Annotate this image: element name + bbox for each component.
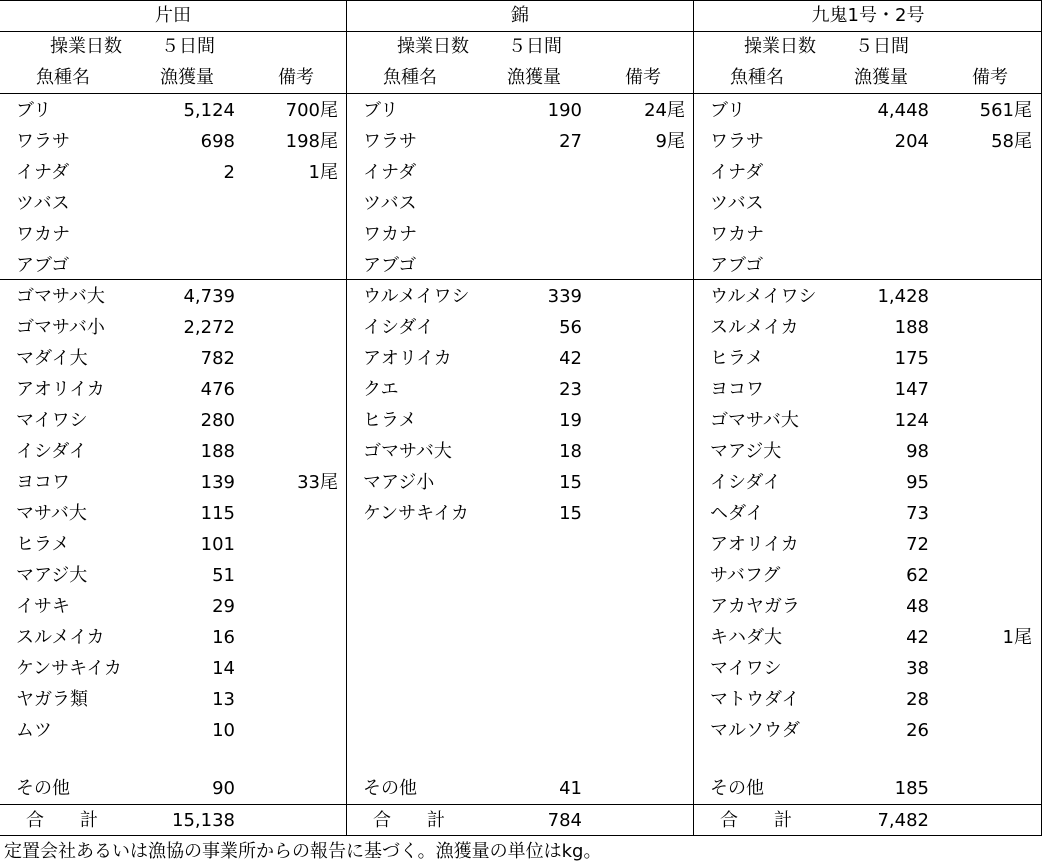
note-count: 58尾 [991, 131, 1032, 152]
column-header [0, 31, 346, 93]
catch-amount: 38 [906, 658, 929, 679]
catch-amount: 48 [906, 596, 929, 617]
catch-amount: 18 [559, 441, 582, 462]
table-row [0, 529, 346, 560]
species-name: その他 [710, 778, 764, 799]
table-row [694, 560, 1042, 591]
species-name: マルソウダ [710, 720, 800, 741]
table-row [347, 467, 693, 498]
table-row [694, 374, 1042, 405]
table-row [347, 436, 693, 467]
table-row [347, 773, 693, 804]
catch-amount: 56 [559, 317, 582, 338]
catch-amount: 2,272 [183, 317, 235, 338]
table-row [694, 95, 1042, 126]
catch-amount: 204 [894, 131, 929, 152]
species-name: サバフグ [710, 565, 781, 586]
catch-amount: 698 [200, 131, 235, 152]
table-row [694, 281, 1042, 312]
species-name: ゴマサバ小 [16, 317, 105, 338]
location-column [347, 0, 693, 836]
catch-amount: 782 [200, 348, 235, 369]
catch-amount: 2 [223, 162, 235, 183]
species-name: ヨコワ [710, 379, 764, 400]
species-name: ワカナ [710, 224, 764, 245]
species-name: ワラサ [710, 131, 764, 152]
total-amount: 7,482 [877, 810, 929, 831]
species-name: ツバス [710, 193, 764, 214]
catch-amount: 1,428 [877, 286, 929, 307]
table-row [694, 126, 1042, 157]
table-row [0, 405, 346, 436]
table-row [0, 467, 346, 498]
total-row [694, 805, 1042, 836]
catch-amount: 95 [906, 472, 929, 493]
table-row [347, 312, 693, 343]
species-name: スルメイカ [710, 317, 799, 338]
species-name: ワカナ [363, 224, 417, 245]
note-count: 198尾 [285, 131, 338, 152]
table-row [347, 281, 693, 312]
species-name: イシダイ [710, 472, 781, 493]
table-row [694, 343, 1042, 374]
catch-amount: 27 [559, 131, 582, 152]
catch-amount: 280 [200, 410, 235, 431]
table-row [0, 188, 346, 219]
operating-days-label: 操業日数 [744, 36, 816, 57]
location-name: 錦 [511, 5, 529, 26]
species-name: ヒラメ [363, 410, 417, 431]
species-name: ウルメイワシ [710, 286, 817, 307]
operating-days-value: ５日間 [508, 36, 562, 57]
species-name: その他 [16, 778, 70, 799]
location-name: 片田 [155, 5, 191, 26]
table-row [694, 467, 1042, 498]
table-row [0, 653, 346, 684]
catch-amount: 42 [906, 627, 929, 648]
table-row [347, 250, 693, 281]
catch-header: 漁獲量 [854, 67, 908, 88]
table-row [347, 405, 693, 436]
total-row [347, 805, 693, 836]
catch-amount: 29 [212, 596, 235, 617]
catch-amount: 51 [212, 565, 235, 586]
catch-amount: 4,739 [183, 286, 235, 307]
species-name: マサバ大 [16, 503, 87, 524]
species-name: イシダイ [16, 441, 87, 462]
table-row [0, 343, 346, 374]
catch-amount: 10 [212, 720, 235, 741]
table-row [347, 157, 693, 188]
species-name: ブリ [710, 100, 746, 121]
total-label: 合 計 [26, 810, 98, 831]
species-name: ヨコワ [16, 472, 70, 493]
catch-amount: 26 [906, 720, 929, 741]
catch-amount: 16 [212, 627, 235, 648]
catch-amount: 72 [906, 534, 929, 555]
location-name: 九鬼1号・2号 [811, 5, 925, 26]
table-row [694, 436, 1042, 467]
species-name: ツバス [16, 193, 70, 214]
table-row [0, 95, 346, 126]
catch-amount: 90 [212, 778, 235, 799]
operating-days-label: 操業日数 [397, 36, 469, 57]
catch-header: 漁獲量 [507, 67, 561, 88]
species-header: 魚種名 [383, 67, 437, 88]
species-name: マトウダイ [710, 689, 800, 710]
catch-amount: 19 [559, 410, 582, 431]
species-name: イシダイ [363, 317, 434, 338]
total-label: 合 計 [373, 810, 445, 831]
table-row [0, 126, 346, 157]
table-row [694, 715, 1042, 746]
species-name: マアジ大 [16, 565, 88, 586]
note-count: 700尾 [285, 100, 338, 121]
note-count: 1尾 [1002, 627, 1032, 648]
catch-amount: 188 [894, 317, 929, 338]
catch-amount: 147 [894, 379, 929, 400]
species-name: ワラサ [16, 131, 70, 152]
column-header [694, 31, 1042, 93]
table-row [347, 374, 693, 405]
table-row [694, 622, 1042, 653]
note-header: 備考 [625, 67, 661, 88]
catch-amount: 339 [547, 286, 582, 307]
table-row [694, 684, 1042, 715]
location-column [694, 0, 1042, 836]
catch-amount: 101 [200, 534, 235, 555]
table-row [0, 498, 346, 529]
table-row [694, 188, 1042, 219]
table-row [694, 529, 1042, 560]
catch-amount: 41 [559, 778, 582, 799]
species-name: ケンサキイカ [363, 503, 469, 524]
operating-days-label: 操業日数 [50, 36, 122, 57]
total-amount: 784 [547, 810, 582, 831]
table-row [0, 157, 346, 188]
species-name: アブゴ [710, 255, 764, 276]
species-name: ヘダイ [710, 503, 764, 524]
catch-amount: 15 [559, 472, 582, 493]
catch-amount: 124 [894, 410, 929, 431]
table-row [347, 188, 693, 219]
table-row [694, 312, 1042, 343]
species-name: ワカナ [16, 224, 70, 245]
table-row [694, 773, 1042, 804]
location-column [0, 0, 346, 836]
operating-days-value: ５日間 [161, 36, 215, 57]
table-row [0, 281, 346, 312]
species-name: その他 [363, 778, 417, 799]
total-label: 合 計 [720, 810, 792, 831]
table-row [347, 126, 693, 157]
catch-amount: 62 [906, 565, 929, 586]
catch-amount: 139 [200, 472, 235, 493]
table-row [0, 622, 346, 653]
species-name: アカヤガラ [710, 596, 800, 617]
table-row [694, 219, 1042, 250]
species-name: クエ [363, 379, 399, 400]
table-row [347, 343, 693, 374]
table-row [694, 591, 1042, 622]
catch-amount: 476 [200, 379, 235, 400]
table-row [0, 684, 346, 715]
catch-amount: 190 [547, 100, 582, 121]
species-header: 魚種名 [730, 67, 784, 88]
catch-amount: 14 [212, 658, 235, 679]
catch-amount: 73 [906, 503, 929, 524]
catch-amount: 185 [894, 778, 929, 799]
species-name: イサキ [16, 596, 70, 617]
total-row [0, 805, 346, 836]
catch-amount: 188 [200, 441, 235, 462]
note-header: 備考 [972, 67, 1008, 88]
note-header: 備考 [278, 67, 314, 88]
species-name: ヒラメ [710, 348, 764, 369]
note-count: 561尾 [979, 100, 1032, 121]
species-name: イナダ [710, 162, 764, 183]
table-row [694, 157, 1042, 188]
species-name: イナダ [363, 162, 417, 183]
table-row [347, 95, 693, 126]
table-row [0, 773, 346, 804]
table-row [0, 250, 346, 281]
species-name: ゴマサバ大 [363, 441, 452, 462]
species-name: イナダ [16, 162, 70, 183]
table-row [0, 436, 346, 467]
catch-amount: 175 [894, 348, 929, 369]
species-name: ツバス [363, 193, 417, 214]
catch-amount: 23 [559, 379, 582, 400]
table-row [0, 219, 346, 250]
species-name: ワラサ [363, 131, 417, 152]
note-count: 1尾 [308, 162, 338, 183]
catch-amount: 13 [212, 689, 235, 710]
column-header [347, 31, 693, 93]
table-row [347, 219, 693, 250]
note-count: 33尾 [297, 472, 338, 493]
catch-amount: 15 [559, 503, 582, 524]
table-row [347, 498, 693, 529]
species-name: ブリ [363, 100, 399, 121]
species-name: アブゴ [363, 255, 417, 276]
species-name: アブゴ [16, 255, 70, 276]
table-row [694, 498, 1042, 529]
table-row [0, 374, 346, 405]
table-row [694, 653, 1042, 684]
catch-amount: 98 [906, 441, 929, 462]
catch-amount: 5,124 [183, 100, 235, 121]
species-name: ゴマサバ大 [710, 410, 799, 431]
species-name: アオリイカ [710, 534, 799, 555]
table-row [0, 715, 346, 746]
catch-header: 漁獲量 [160, 67, 214, 88]
species-name: ブリ [16, 100, 52, 121]
species-name: アオリイカ [16, 379, 105, 400]
species-name: キハダ大 [710, 627, 782, 648]
species-name: ムツ [16, 720, 52, 741]
total-amount: 15,138 [172, 810, 235, 831]
species-header: 魚種名 [36, 67, 90, 88]
species-name: スルメイカ [16, 627, 105, 648]
species-name: マアジ大 [710, 441, 782, 462]
table-row [0, 312, 346, 343]
species-name: ヒラメ [16, 534, 70, 555]
table-row [0, 591, 346, 622]
species-name: マダイ大 [16, 348, 88, 369]
note-count: 24尾 [644, 100, 685, 121]
operating-days-value: ５日間 [855, 36, 909, 57]
species-name: ゴマサバ大 [16, 286, 105, 307]
table-row [694, 405, 1042, 436]
catch-amount: 28 [906, 689, 929, 710]
footnote: 定置会社あるいは漁協の事業所からの報告に基づく。漁獲量の単位はkg。 [4, 841, 602, 862]
table-row [694, 250, 1042, 281]
species-name: ケンサキイカ [16, 658, 122, 679]
note-count: 9尾 [655, 131, 685, 152]
table-row [0, 560, 346, 591]
catch-amount: 4,448 [877, 100, 929, 121]
catch-amount: 115 [200, 503, 235, 524]
species-name: マイワシ [16, 410, 88, 431]
species-name: ヤガラ類 [16, 689, 88, 710]
species-name: アオリイカ [363, 348, 452, 369]
species-name: マイワシ [710, 658, 782, 679]
catch-amount: 42 [559, 348, 582, 369]
species-name: ウルメイワシ [363, 286, 470, 307]
species-name: マアジ小 [363, 472, 435, 493]
